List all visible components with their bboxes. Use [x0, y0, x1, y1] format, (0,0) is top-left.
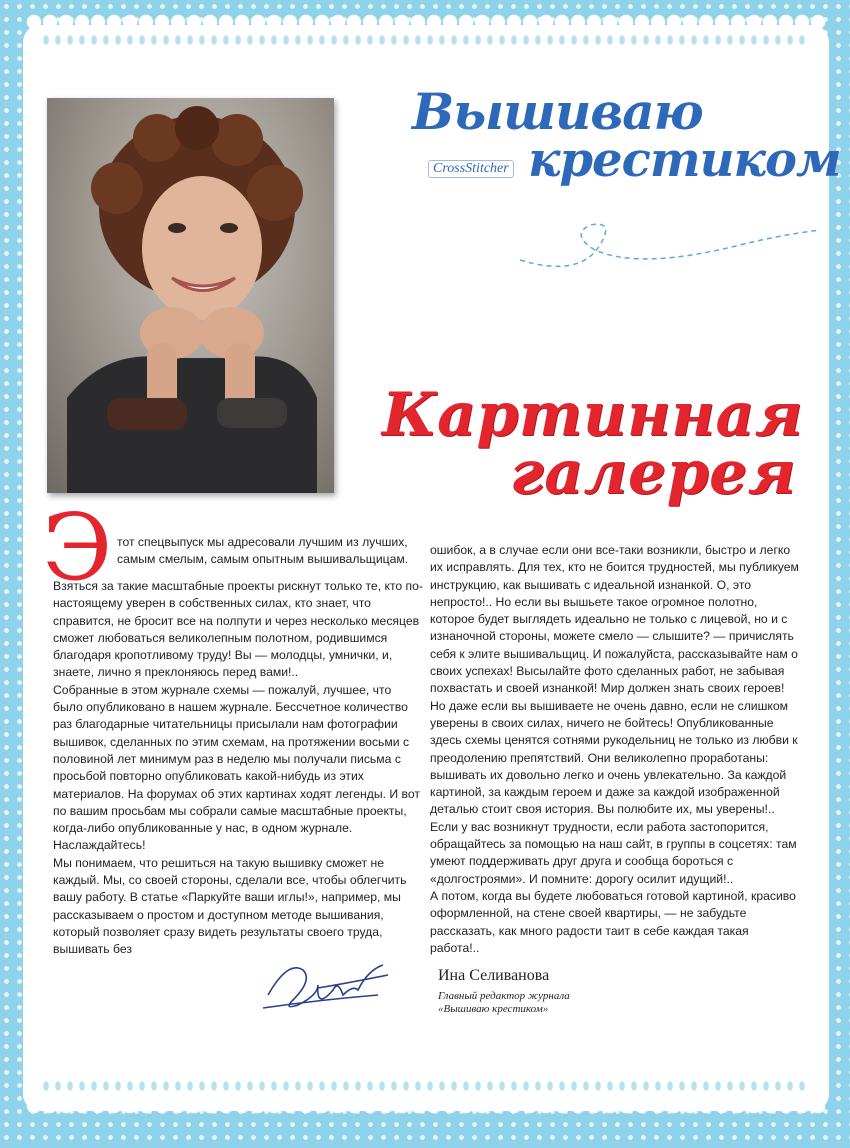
paragraph: Но даже если вы вышиваете не очень давно, если не слишком уверены в своих силах, ничего не бойтесь! Опубликованные здесь схемы ценятся сотнями рукодельниц не только из любви к преодолению препятствий. Они великолепно проработаны: вышивать их довольно легко и очень увлекательно. За каждой картиной, за каждым героем и даже за каждой изображенной деталью стоит своя история. Вы полюбите их, мы уверены!.. [430, 698, 798, 817]
paragraph: Если у вас возникнут трудности, если работа застопорится, обращайтесь за помощью на наш сайт, в группы в соцсетях: там умеют поддерживать друг друга и сообща бороться с «долгостроями». И помните: дорогу осилит идущий!.. [430, 819, 797, 886]
magazine-logo-line1: Вышиваю [412, 82, 703, 141]
author-role-line1: Главный редактор журнала [438, 990, 570, 1002]
lace-trim-bottom [40, 1080, 810, 1092]
crossstitcher-badge: CrossStitcher [428, 160, 514, 178]
drop-cap: Э [42, 494, 113, 601]
author-role-line2: «Вышиваю крестиком» [438, 1003, 549, 1015]
article-column-1 [53, 535, 423, 959]
paragraph: ошибок, а в случае если они все-таки возникли, быстро и легко их исправлять. Для тех, кто не боится трудностей, мы публикуем инструкцию, как вышивать с идеальной изнанкой. О, это непросто!.. Но если вы вышьете такое огромное полотно, которое будет выглядеть идеально не только с лицевой, но и с изнаночной стороны, можете смело — слышите? — причислять себя к элите вышивальщиц. И пожалуйста, рассказывайте нам о своих успехах! Высылайте фото сделанных работ, не забывая похвастать и своей изнанкой! Мир должен знать своих героев! [430, 543, 799, 696]
author-name: Ина Селиванова [438, 967, 550, 984]
article-column-2 [430, 542, 800, 957]
scalloped-border-bottom [26, 1098, 826, 1114]
paragraph: Мы понимаем, что решиться на такую вышивку сможет не каждый. Мы, со своей стороны, сделали все, чтобы облегчить вашу работу. В статье «Паркуйте ваши иглы!», например, мы рассказываем о простом и доступном методе вышивания, который позволяет сразу видеть результаты своего труда, вышивать без [53, 855, 407, 957]
author-role [438, 990, 638, 1016]
editor-portrait-photo [47, 98, 334, 493]
paragraph: Собранные в этом журнале схемы — пожалуй, лучшее, что было опубликовано в нашем журнале. Бессчетное количество раз благодарные читательницы присылали нам фотографии вышивок, сделанных по этим схемам, на протяжении восьми с половиной лет минимум раз в неделю мы получали письма с просьбой повторно опубликовать какой-нибудь из этих материалов. На форумах об этих картинах ходят легенды. И вот по вашим просьбам мы собрали самые масштабные проекты, когда-либо опубликованные у нас, в одном журнале. Наслаждайтесь! [53, 682, 420, 853]
paragraph: Взяться за такие масштабные проекты рискнут только те, кто по-настоящему уверен в собственных силах, кто знает, что справится, не бросит все на полпути и через несколько месяцев сможет любоваться великолепным полотном, родившимся благодаря кропотливому труду! Вы — молодцы, умнички, и, знаете, лично я преклоняюсь перед вами!.. [53, 579, 423, 680]
lace-trim-top [40, 34, 810, 46]
paragraph: А потом, когда вы будете любоваться готовой картиной, красиво оформленной, на стене своей квартиры, — не забудьте рассказать, как много радости таит в себе каждая такая работа!.. [430, 888, 796, 955]
handwritten-signature [258, 950, 398, 1025]
dashed-stitch-decoration [520, 190, 820, 280]
article-title-line2: галерея [510, 438, 797, 508]
article-title-line1: Картинная [382, 380, 804, 450]
magazine-logo-line2: крестиком [528, 132, 841, 188]
intro-paragraph: тот спецвыпуск мы адресовали лучшим из лучших, самым смелым, самым опытным вышивальщицам. [117, 535, 409, 567]
